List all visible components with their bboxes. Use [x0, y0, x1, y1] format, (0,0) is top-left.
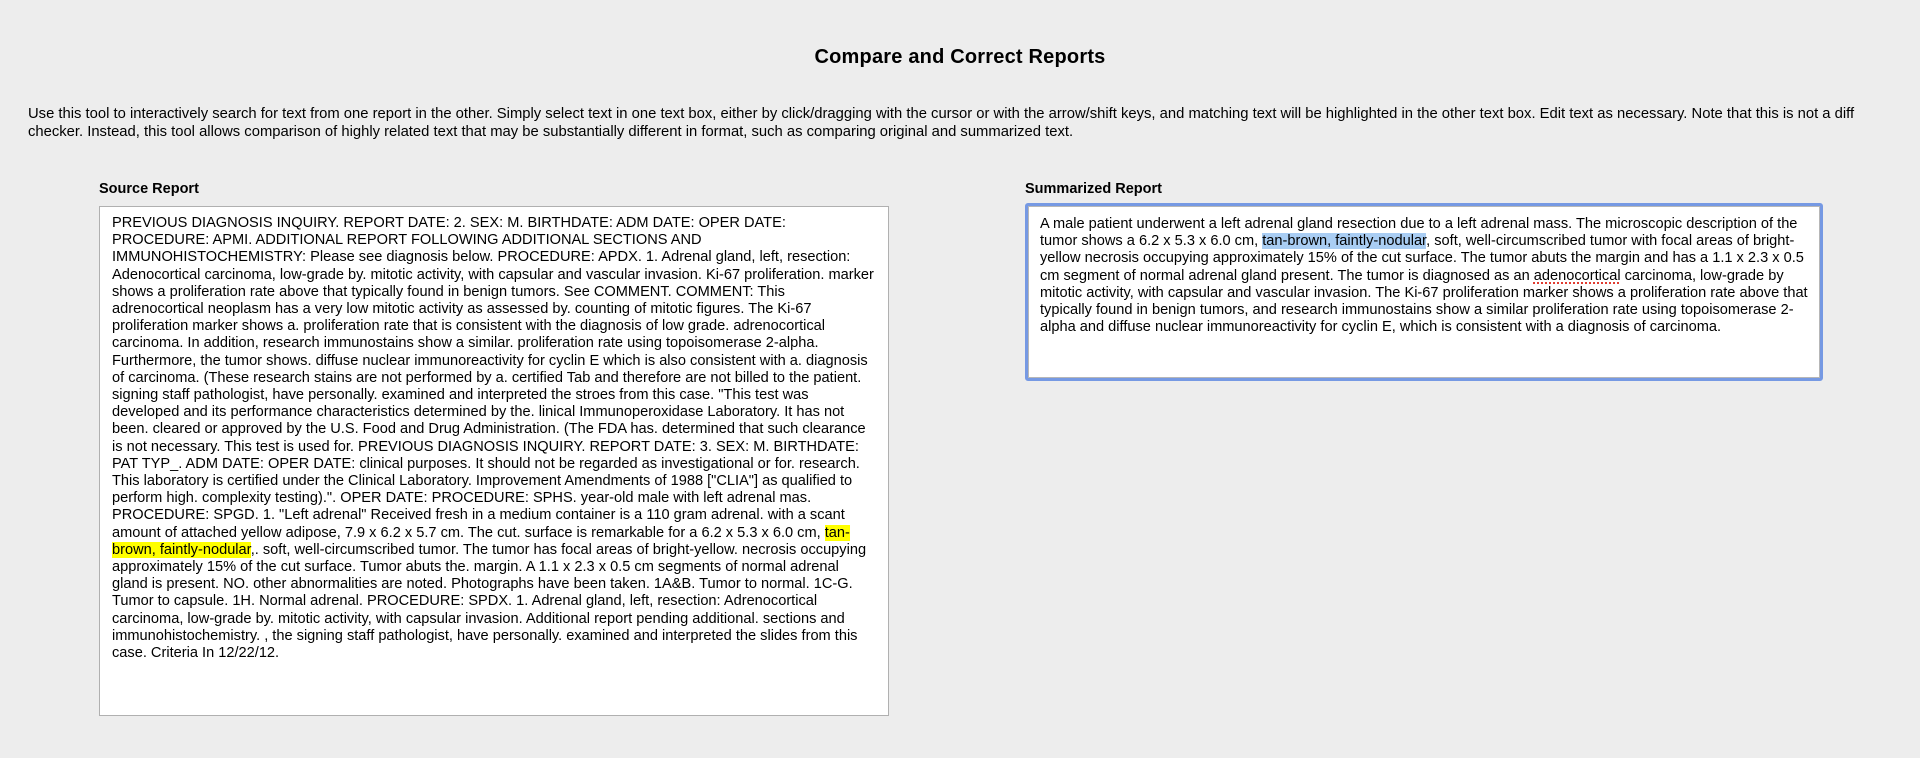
instructions-text: Use this tool to interactively search for text from one report in the other. Simply select text in one text box, either by click/dragging with the cursor or with the arrow/shift keys, and matching text will be highlighted in the other text box. Edit text as necessary. Note that this is not a diff checker. Instead, this tool allows comparison of highly related text that may be substantially different in format, such as comparing original and summarized text. [28, 106, 1855, 140]
source-text-before-highlight: PREVIOUS DIAGNOSIS INQUIRY. REPORT DATE: 2. SEX: M. BIRTHDATE: ADM DATE: OPER DATE: PROCEDURE: APMI. ADDITIONAL REPORT FOLLOWING ADDITIONAL SECTIONS AND IMMUNOHISTOCHEMISTRY: Please see diagnosis below. PROCEDURE: APDX. 1. Adrenal gland, left, resection: Adenocortical carcinoma, low-grade by. mitotic activity, with capsular and vascular invasion. Ki-67 proliferation. marker shows a proliferation rate above that typically found in benign tumors. See COMMENT. COMMENT: This adrenocortical neoplasm has a very low mitotic activity as assessed by. counting of mitotic figures. The Ki-67 proliferation marker shows a. proliferation rate that is consistent with the diagnosis of low grade. adrenocortical carcinoma. In addition, research immunostains show a similar. proliferation rate using topoisomerase 2-alpha. Furthermore, the tumor shows. diffuse nuclear immunoreactivity for cyclin E which is also consistent with a. diagnosis of carcinoma. (These research stains are not performed by a. certified Tab and therefore are not billed to the patient. signing staff pathologist, have personally. examined and interpreted the stroes from this case. "This test was developed and its performance characteristics determined by the. linical Immunoperoxidase Laboratory. It has not been. cleared or approved by the U.S. Food and Drug Administration. (The FDA has. determined that such clearance is not necessary. This test is used for. PREVIOUS DIAGNOSIS INQUIRY. REPORT DATE: 3. SEX: M. BIRTHDATE: PAT TYP_. ADM DATE: OPER DATE: clinical purposes. It should not be regarded as investigational or for. research. This laboratory is certified under the Clinical Laboratory. Improvement Amendments of 1988 ["CLIA"] as qualified to perform high. complexity testing).". OPER DATE: PROCEDURE: SPHS. year-old male with left adrenal mas. PROCEDURE: SPGD. 1. "Left adrenal" Received fresh in a medium container is a 110 gram adrenal. with a scant amount of attached yellow adipose, 7.9 x 6.2 x 5.7 cm. The cut. surface is remarkable for a 6.2 x 5.3 x 6.0 cm, [112, 215, 874, 541]
summarized-text-after: carcinoma, low-grade by mitotic activity, with capsular and vascular invasion. The Ki-67 proliferation marker shows a proliferation rate above that typically found in benign tumors, and research immunostains show a similar proliferation rate using topoisomerase 2-alpha and diffuse nuclear immunoreactivity for cyclin E, which is consistent with a diagnosis of carcinoma. [1040, 267, 1808, 336]
summarized-text-middle: , soft, well-circumscribed tumor with focal areas of bright-yellow necrosis occupying approximately 15% of the cut surface. The tumor abuts the margin and has a 1.1 x 2.3 x 0.5 cm segment of normal adrenal gland present. The tumor is diagnosed as an [1040, 233, 1804, 284]
source-report-label: Source Report [99, 181, 199, 197]
page-title: Compare and Correct Reports [814, 46, 1106, 68]
misspelled-word: adenocortical [1533, 267, 1621, 284]
summarized-report-section [1025, 181, 1823, 381]
source-text-after-highlight: ,. soft, well-circumscribed tumor. The tumor has focal areas of bright-yellow. necrosis occupying approximately 15% of the cut surface. Tumor abuts the. margin. A 1.1 x 2.3 x 0.5 cm segments of normal adrenal gland is present. NO. other abnormalities are noted. Photographs have been taken. 1A&B. Tumor to normal. 1C-G. Tumor to capsule. 1H. Normal adrenal. PROCEDURE: SPDX. 1. Adrenal gland, left, resection: Adrenocortical carcinoma, low-grade by. mitotic activity, with capsular invasion. Additional report pending additional. sections and immunohistochemistry. , the signing staff pathologist, have personally. examined and interpreted the slides from this case. Criteria In 12/22/12. [112, 541, 867, 662]
source-report-section [99, 181, 889, 716]
summarized-text-before-highlight: A male patient underwent a left adrenal gland resection due to a left adrenal mass. The microscopic description of the tumor shows a 6.2 x 5.3 x 6.0 cm, [1040, 216, 1798, 250]
source-highlighted-match: tan-brown, faintly-nodular [112, 524, 850, 558]
summarized-report-label: Summarized Report [1025, 181, 1162, 197]
summarized-selected-text: tan-brown, faintly-nodular [1262, 233, 1427, 250]
summarized-report-textbox[interactable] [1025, 203, 1823, 381]
source-report-textbox[interactable] [99, 206, 889, 716]
